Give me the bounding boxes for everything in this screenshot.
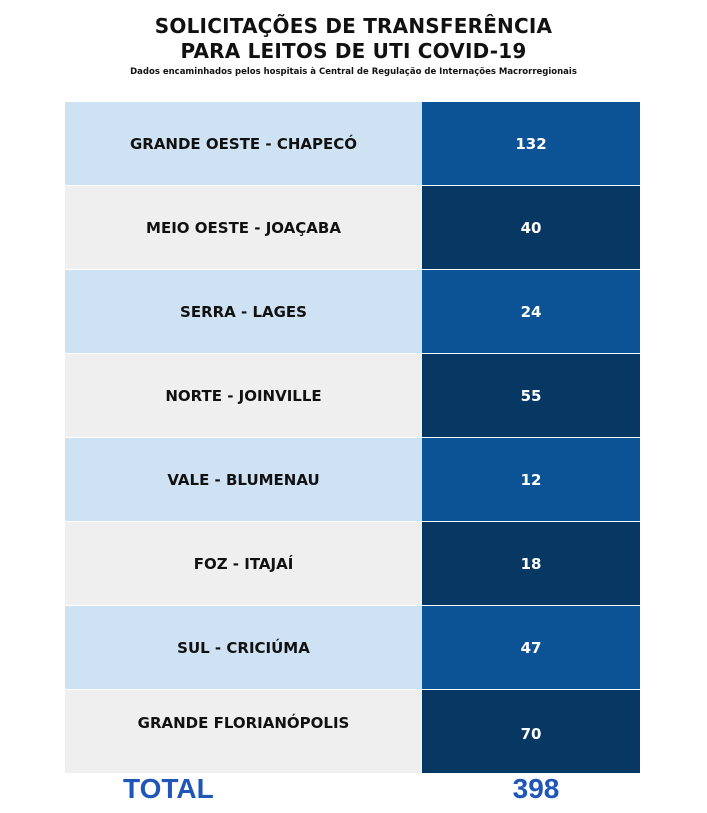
page-header	[0, 14, 707, 78]
table-row	[65, 438, 640, 522]
page-subtitle: Dados encaminhados pelos hospitais à Central de Regulação de Internações Macrorregionais	[130, 67, 577, 77]
request-count-cell: 70	[422, 690, 640, 773]
region-name-cell: SERRA - LAGES	[65, 270, 422, 353]
table-row	[65, 606, 640, 690]
table-row	[65, 522, 640, 606]
region-name-cell: GRANDE OESTE - CHAPECÓ	[65, 102, 422, 185]
request-count-cell: 55	[422, 354, 640, 437]
request-count-cell: 47	[422, 606, 640, 689]
region-name-cell: NORTE - JOINVILLE	[65, 354, 422, 437]
region-name-cell: VALE - BLUMENAU	[65, 438, 422, 521]
page-title-line-2: PARA LEITOS DE UTI COVID-19	[180, 39, 527, 63]
page-title-line-1: SOLICITAÇÕES DE TRANSFERÊNCIA	[154, 14, 553, 38]
region-name-cell: SUL - CRICIÚMA	[65, 606, 422, 689]
request-count-cell: 40	[422, 186, 640, 269]
request-count-cell: 18	[422, 522, 640, 605]
table-row	[65, 354, 640, 438]
table-row	[65, 186, 640, 270]
request-count-cell: 132	[422, 102, 640, 185]
region-name-cell: GRANDE FLORIANÓPOLIS	[65, 690, 422, 773]
region-name-cell: FOZ - ITAJAÍ	[65, 522, 422, 605]
table-row	[65, 102, 640, 186]
total-label: TOTAL	[123, 773, 214, 804]
total-value: 398	[512, 773, 560, 804]
requests-table	[65, 102, 640, 774]
table-row	[65, 270, 640, 354]
region-name-cell: MEIO OESTE - JOAÇABA	[65, 186, 422, 269]
total-row	[0, 771, 707, 811]
request-count-cell: 24	[422, 270, 640, 353]
request-count-cell: 12	[422, 438, 640, 521]
table-row	[65, 690, 640, 774]
